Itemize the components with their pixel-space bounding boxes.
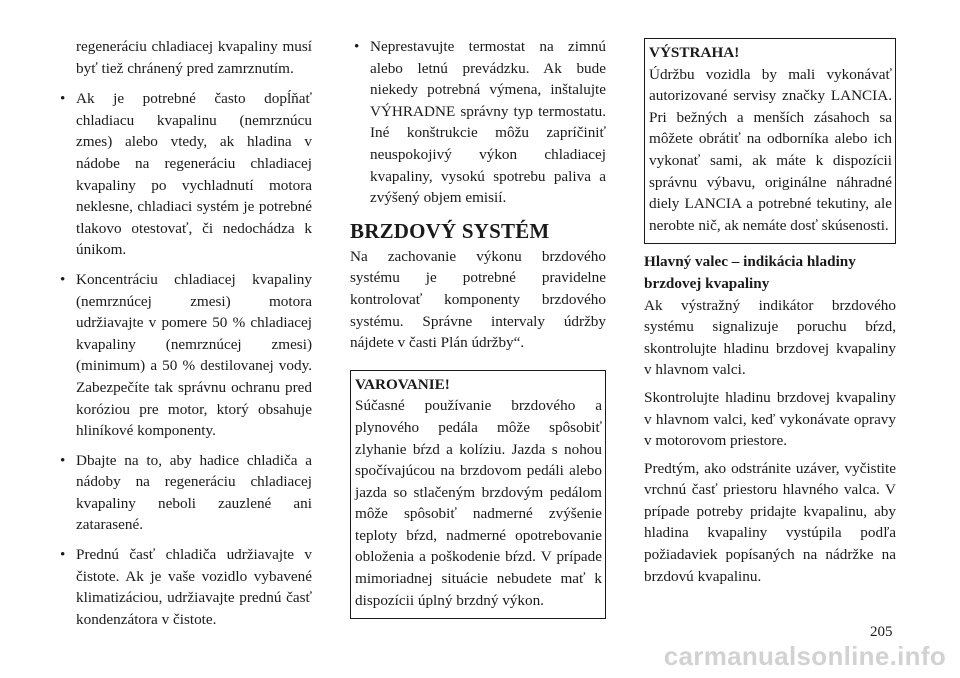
- middle-column: [350, 36, 606, 619]
- section-intro: Na zachovanie výkonu brzdového systému je potrebné pravidelne kontrolovať komponenty brzdového systému. Správne intervaly údržby nájdete v časti Plán údržby“.: [350, 247, 606, 352]
- left-column: [56, 36, 312, 630]
- paragraph: Ak výstražný indikátor brzdového systému signalizuje poruchu bŕzd, skontrolujte hladinu brzdovej kvapaliny v hlavnom valci.: [644, 296, 896, 379]
- thermostat-bullet-list: [350, 36, 606, 209]
- list-item: • Neprestavujte termostat na zimnú alebo letnú prevádzku. Ak bude niekedy potrebná výmena, inštalujte VÝHRADNE správny typ termostatu. Iné konštrukcie môžu zapríčiniť neuspokojivý výkon chladiacej kvapaliny, vysokú spotrebu paliva a zvýšený objem emisií.: [350, 36, 606, 209]
- continued-paragraph: regeneráciu chladiacej kvapaliny musí byť tiež chránený pred zamrznutím.: [76, 38, 312, 77]
- list-item: • Dbajte na to, aby hadice chladiča a nádoby na regeneráciu chladiacej kvapaliny neboli zauzlené ani zatarasené.: [56, 450, 312, 536]
- section-title: BRZDOVÝ SYSTÉM: [350, 218, 550, 243]
- paragraph: Skontrolujte hladinu brzdovej kvapaliny v hlavnom valci, keď vykonávate opravy v motorovom priestore.: [644, 388, 896, 450]
- warning-text: Súčasné používanie brzdového a plynového pedála môže spôsobiť zlyhanie bŕzd a kolíziu. Jazda s nohou spočívajúcou na brzdovom pedáli alebo jazda so stlačeným brzdovým pedálom môže spôsobiť nadmerné zvýšenie teploty bŕzd, nadmerné opotrebovanie obloženia a poškodenie bŕzd. V prípade mimoriadnej situácie nebudete mať k dispozícii úplný brzdný výkon.: [355, 397, 602, 609]
- list-item: • Koncentráciu chladiacej kvapaliny (nemrznúcej zmesi) motora udržiavajte v pomere 50 % chladiacej kvapaliny (nemrznúcej zmesi) (minimum) a 50 % destilovanej vody. Zabezpečíte tak správnu ochranu pred koróziou pre motor, ktorý obsahuje hliníkové komponenty.: [56, 269, 312, 442]
- page-number: 205: [870, 624, 893, 640]
- caution-box: [644, 38, 896, 244]
- warning-title: VAROVANIE!: [355, 375, 450, 393]
- caution-text: Údržbu vozidla by mali vykonávať autorizované servisy značky LANCIA. Pri bežných a menších zásahoch sa môžete obrátiť na odborníka alebo ich vykonať sami, ak máte k dispozícii správnu výbavu, originálne náhradné diely LANCIA a potrebné tekutiny, ale nerobte nič, ak nemáte dosť skúsenosti.: [649, 65, 892, 234]
- caution-title: VÝSTRAHA!: [649, 44, 740, 61]
- list-item: • Ak je potrebné často dopĺňať chladiacu kvapalinu (nemrznúcu zmes) alebo vtedy, ak hladina v nádobe na regeneráciu chladiacej kvapaliny po vychladnutí motora neklesne, chladiaci systém je potrebné tlakovo otestovať, či nedochádza k únikom.: [56, 88, 312, 261]
- watermark: carmanualsonline.info: [663, 641, 946, 671]
- warning-box: [350, 370, 606, 620]
- coolant-bullet-list: [56, 88, 312, 630]
- paragraph: Predtým, ako odstránite uzáver, vyčistite vrchnú časť priestoru hlavného valca. V prípade potreby pridajte kvapalinu, aby hladina kvapaliny vystúpila podľa požiadaviek popísaných na nádržke na brzdovú kvapalinu.: [644, 459, 896, 585]
- right-column: [644, 36, 896, 587]
- subheading: Hlavný valec – indikácia hladiny brzdovej kvapaliny: [644, 253, 856, 292]
- list-item: • Prednú časť chladiča udržiavajte v čistote. Ak je vaše vozidlo vybavené klimatizáciou, udržiavajte prednú časť kondenzátora v čistote.: [56, 544, 312, 630]
